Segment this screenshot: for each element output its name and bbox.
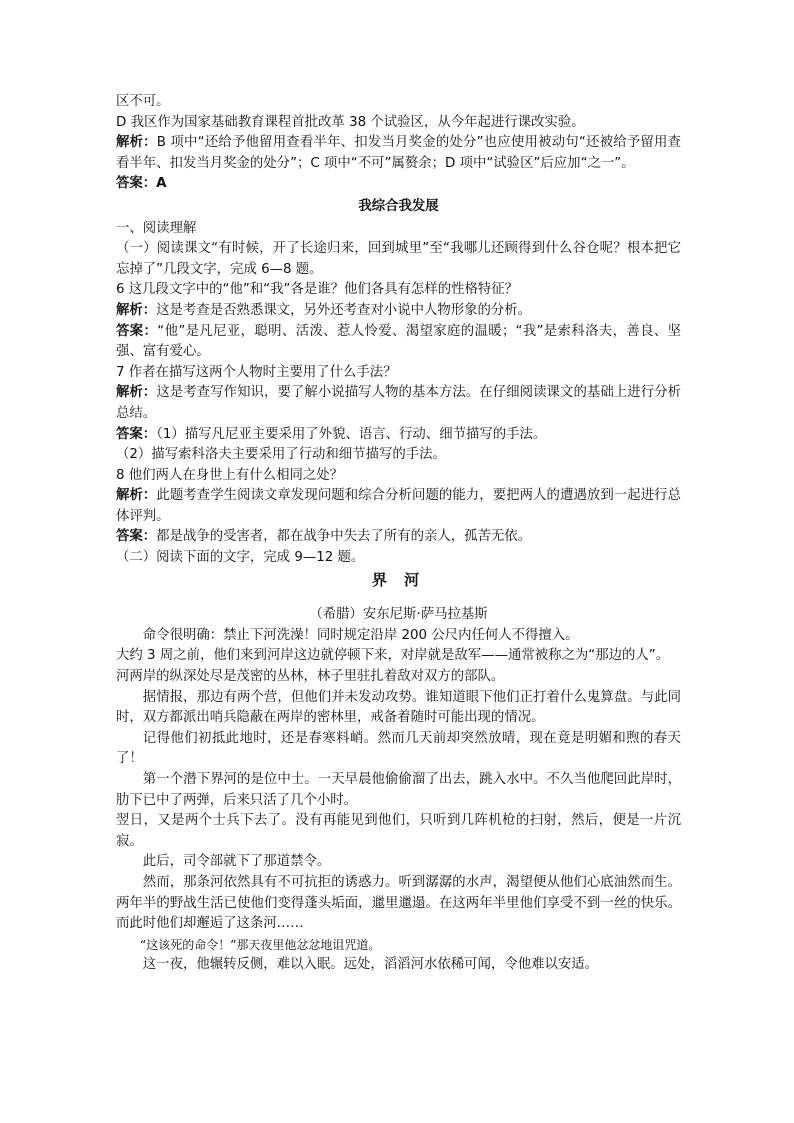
answer-text: A bbox=[156, 176, 167, 192]
section-title: 我综合我发展 bbox=[358, 198, 439, 214]
story-paragraph: 据情报，那边有两个营，但他们并未发动攻势。谁知道眼下他们正打着什么鬼算盘。与此同时，双方都派出哨兵隐蔽在两岸的密林里，戒备着随时可能出现的情况。 bbox=[116, 689, 681, 726]
story-paragraph: 河两岸的纵深处尽是茂密的丛林，林子里驻扎着敌对双方的部队。 bbox=[116, 669, 505, 685]
question-8-analysis: 解析：此题考查学生阅读文章发现问题和综合分析问题的能力，要把两人的遭遇放到一起进行总体评判。 bbox=[116, 488, 682, 524]
story-paragraph: 第一个潜下界河的是位中士。一天早晨他偷偷溜了出去，跳入水中。不久当他爬回此岸时，肋下已中了两弹，后来只活了几个小时。 bbox=[116, 772, 681, 808]
question-8: 8 他们两人在身世上有什么相同之处？ bbox=[116, 467, 344, 483]
group-one-instruction: （一）阅读课文“有时候，开了长途归来，回到城里”至“我哪儿还顾得到什么谷仓呢？根本把它忘掉了”几段文字，完成 6—8 题。 bbox=[116, 241, 681, 277]
analysis-label: 解析： bbox=[116, 385, 157, 401]
analysis-label: 解析： bbox=[116, 135, 157, 151]
answer-label: 答案： bbox=[116, 529, 157, 545]
question-7-answer-2: （2）描写索科洛夫主要采用了行动和细节描写的手法。 bbox=[116, 447, 446, 463]
question-7-answer-1: 答案：（1）描写凡尼亚主要采用了外貌、语言、行动、细节描写的手法。 bbox=[116, 426, 547, 442]
story-paragraph: 翌日，又是两个士兵下去了。没有再能见到他们，只听到几阵机枪的扫射，然后，便是一片沉寂。 bbox=[116, 813, 681, 849]
question-6-analysis: 解析：这是考查是否熟悉课文，另外还考查对小说中人物形象的分析。 bbox=[116, 302, 532, 318]
question-7: 7 作者在描写这两个人物时主要用了什么手法？ bbox=[116, 364, 397, 380]
option-d: D 我区作为国家基础教育课程首批改革 38 个试验区，从今年起进行课改实验。 bbox=[116, 114, 585, 130]
story-paragraph: 此后，司令部就下了那道禁令。 bbox=[142, 854, 331, 870]
analysis-label: 解析： bbox=[116, 488, 157, 504]
part-one-heading: 一、阅读理解 bbox=[116, 220, 197, 236]
answer-label: 答案： bbox=[116, 426, 157, 442]
question-8-answer: 答案：都是战争的受害者，都在战争中失去了所有的亲人，孤苦无依。 bbox=[116, 529, 532, 545]
story-paragraph: 记得他们初抵此地时，还是春寒料峭。然而几天前却突然放晴，现在竟是明媚和煦的春天了！ bbox=[116, 730, 681, 767]
story-paragraph: “这该死的命令！”那天夜里他忿忿地诅咒道。 bbox=[140, 937, 381, 952]
analysis-label: 解析： bbox=[116, 302, 157, 318]
question-6: 6 这几段文字中的“他”和“我”各是谁？他们各具有怎样的性格特征？ bbox=[116, 282, 519, 298]
group-two-instruction: （二）阅读下面的文字，完成 9—12 题。 bbox=[116, 550, 365, 566]
story-paragraph: 这一夜，他辗转反侧，难以入眠。远处，滔滔河水依稀可闻，令他难以安适。 bbox=[142, 957, 599, 973]
story-paragraph: 命令很明确：禁止下河洗澡！同时规定沿岸 200 公尺内任何人不得擅入。 bbox=[142, 627, 579, 643]
answer-paragraph bbox=[116, 174, 681, 195]
story-author: （希腊）安东尼斯·萨马拉基斯 bbox=[309, 607, 488, 623]
story-paragraph: 然而，那条河依然具有不可抗拒的诱惑力。听到潺潺的水声，渴望便从他们心底油然而生。两年半的野战生活已使他们变得蓬头垢面，邋里邋遢。在这两年半里他们享受不到一丝的快乐。而此时他们却邂逅了这条河…… bbox=[116, 874, 681, 932]
answer-label: 答案： bbox=[116, 323, 158, 339]
story-title: 界 河 bbox=[371, 570, 426, 589]
answer-label: 答案： bbox=[116, 176, 157, 192]
document-page bbox=[116, 92, 681, 976]
story-paragraph: 大约 3 周之前，他们来到河岸这边就停顿下来，对岸就是敌军——通常被称之为“那边的人”。 bbox=[116, 648, 670, 664]
option-c-tail: 区不可。 bbox=[116, 94, 170, 109]
question-7-analysis: 解析：这是考查写作知识，要了解小说描写人物的基本方法。在仔细阅读课文的基础上进行分析总结。 bbox=[116, 385, 682, 421]
analysis-text: B 项中“还给予他留用查看半年、扣发当月奖金的处分”也应使用被动句“还被给予留用查看半年、扣发当月奖金的处分”；C 项中“不可”属赘余；D 项中“试验区”后应加“之一”。 bbox=[116, 135, 681, 171]
analysis-paragraph bbox=[116, 133, 681, 174]
question-6-answer: 答案：“他”是凡尼亚，聪明、活泼、惹人怜爱、渴望家庭的温暖；“我”是索科洛夫，善良、坚强、富有爱心。 bbox=[116, 323, 682, 360]
